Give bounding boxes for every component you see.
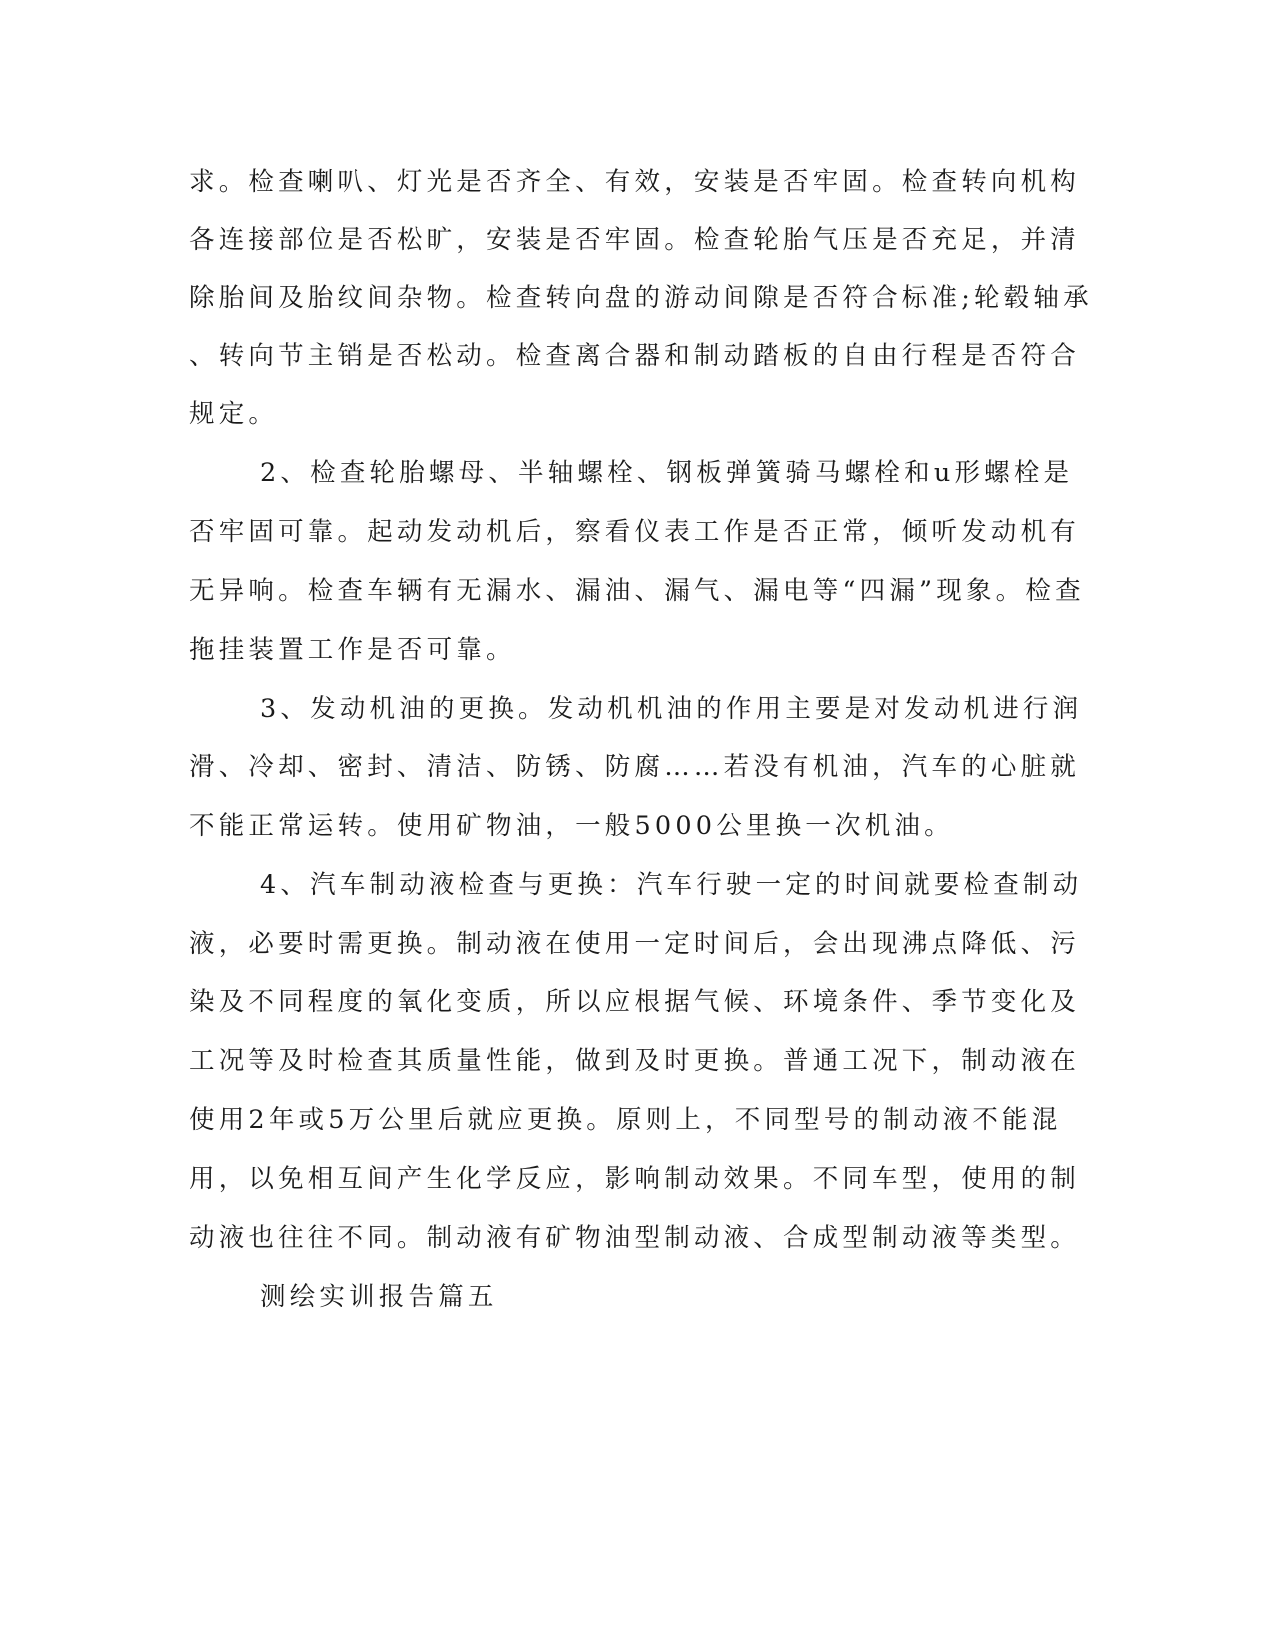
paragraph-4-line-7: 动液也往往不同。制动液有矿物油型制动液、合成型制动液等类型。 [189, 1223, 1081, 1253]
paragraph-1-line-4: 、转向节主销是否松动。检查离合器和制动踏板的自由行程是否符合 [189, 341, 1081, 371]
paragraph-4-line-1: 4、汽车制动液检查与更换：汽车行驶一定的时间就要检查制动 [260, 870, 1083, 900]
paragraph-2-line-1: 2、检查轮胎螺母、半轴螺栓、钢板弹簧骑马螺栓和u形螺栓是 [260, 458, 1074, 488]
paragraph-3-line-2: 滑、冷却、密封、清洁、防锈、防腐……若没有机油，汽车的心脏就 [189, 752, 1081, 782]
paragraph-2-line-2: 否牢固可靠。起动发动机后，察看仪表工作是否正常，倾听发动机有 [189, 517, 1081, 547]
paragraph-1-line-2: 各连接部位是否松旷，安装是否牢固。检查轮胎气压是否充足，并清 [189, 225, 1081, 255]
section-heading: 测绘实训报告篇五 [260, 1282, 498, 1312]
paragraph-1-line-3: 除胎间及胎纹间杂物。检查转向盘的游动间隙是否符合标准;轮毂轴承 [189, 283, 1093, 313]
paragraph-2-line-3: 无异响。检查车辆有无漏水、漏油、漏气、漏电等“四漏”现象。检查 [189, 576, 1085, 606]
paragraph-3-line-1: 3、发动机油的更换。发动机机油的作用主要是对发动机进行润 [260, 694, 1083, 724]
paragraph-1-line-5: 规定。 [189, 399, 279, 429]
paragraph-4-line-5: 使用2年或5万公里后就应更换。原则上，不同型号的制动液不能混 [189, 1105, 1062, 1135]
paragraph-4-line-3: 染及不同程度的氧化变质，所以应根据气候、环境条件、季节变化及 [189, 987, 1081, 1017]
paragraph-1-line-1: 求。检查喇叭、灯光是否齐全、有效，安装是否牢固。检查转向机构 [189, 167, 1081, 197]
paragraph-4-line-4: 工况等及时检查其质量性能，做到及时更换。普通工况下，制动液在 [189, 1046, 1081, 1076]
paragraph-4-line-2: 液，必要时需更换。制动液在使用一定时间后，会出现沸点降低、污 [189, 929, 1081, 959]
paragraph-4-line-6: 用，以免相互间产生化学反应，影响制动效果。不同车型，使用的制 [189, 1164, 1081, 1194]
paragraph-3-line-3: 不能正常运转。使用矿物油，一般5000公里换一次机油。 [189, 811, 954, 841]
paragraph-2-line-4: 拖挂装置工作是否可靠。 [189, 635, 516, 665]
